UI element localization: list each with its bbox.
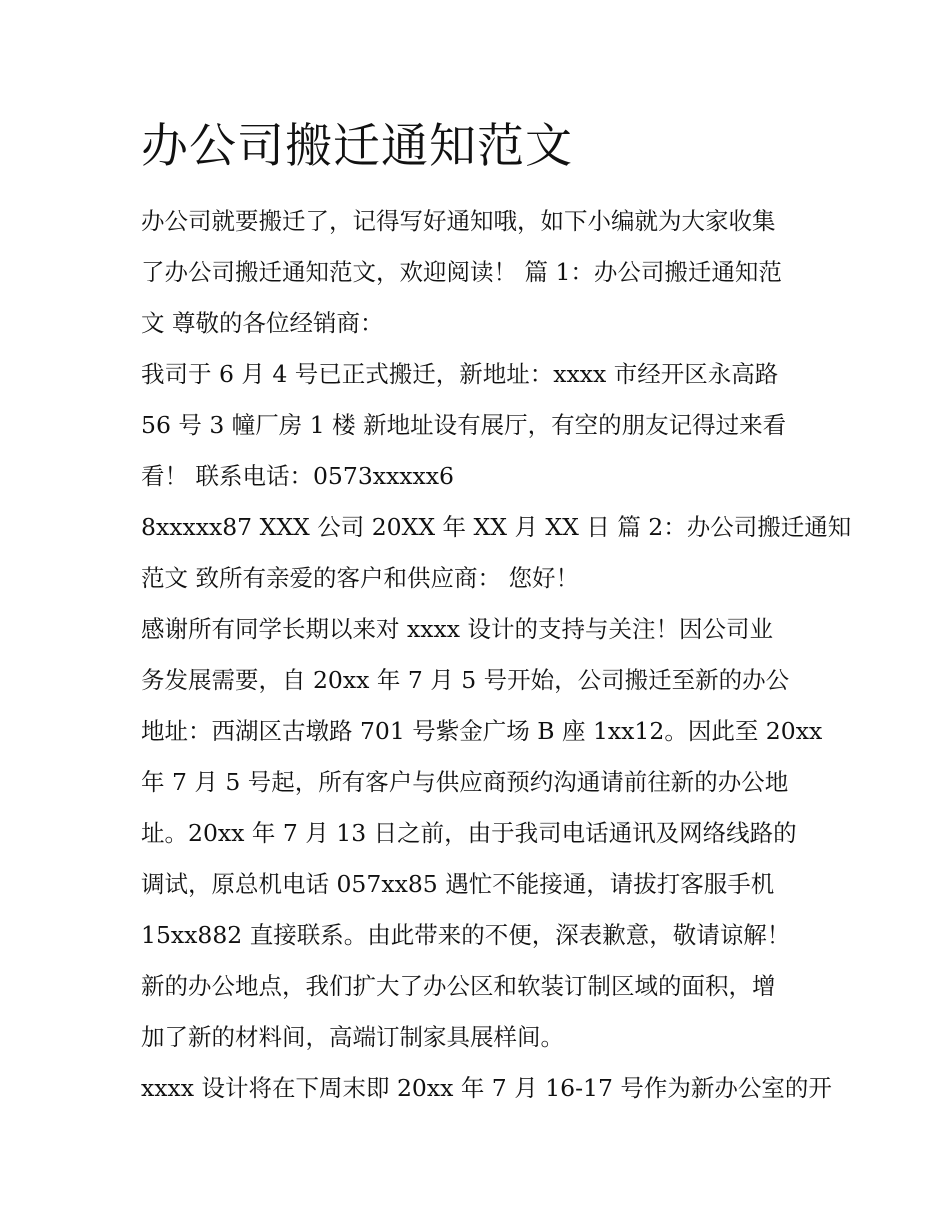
body-line: 加了新的材料间，高端订制家具展样间。 — [141, 1023, 564, 1051]
body-line: xxxx 设计将在下周末即 20xx 年 7 月 16-17 号作为新办公室的开 — [141, 1074, 832, 1102]
body-line: 年 7 月 5 号起，所有客户与供应商预约沟通请前往新的办公地 — [141, 768, 789, 796]
body-line: 56 号 3 幢厂房 1 楼 新地址设有展厅，有空的朋友记得过来看 — [141, 411, 787, 439]
body-line: 我司于 6 月 4 号已正式搬迁，新地址：xxxx 市经开区永高路 — [141, 360, 779, 388]
body-line: 务发展需要，自 20xx 年 7 月 5 号开始，公司搬迁至新的办公 — [141, 666, 790, 694]
body-line: 感谢所有同学长期以来对 xxxx 设计的支持与关注！因公司业 — [141, 615, 773, 643]
body-line: 了办公司搬迁通知范文，欢迎阅读！ 篇 1：办公司搬迁通知范 — [141, 258, 782, 286]
body-line: 办公司就要搬迁了，记得写好通知哦，如下小编就为大家收集 — [141, 207, 776, 235]
body-line: 地址：西湖区古墩路 701 号紫金广场 B 座 1xx12。因此至 20xx — [141, 717, 823, 745]
body-line: 15xx882 直接联系。由此带来的不便，深表歉意，敬请谅解！ — [141, 921, 791, 949]
body-line: 范文 致所有亲爱的客户和供应商： 您好！ — [141, 564, 579, 592]
body-line: 文 尊敬的各位经销商： — [141, 309, 384, 337]
document-body — [141, 196, 852, 1114]
body-line: 看！ 联系电话：0573xxxxx6 — [141, 462, 454, 490]
body-line: 调试，原总机电话 057xx85 遇忙不能接通，请拔打客服手机 — [141, 870, 775, 898]
document-title: 办公司搬迁通知范文 — [141, 119, 573, 174]
body-line: 8xxxxx87 XXX 公司 20XX 年 XX 月 XX 日 篇 2：办公司搬迁通知 — [141, 513, 852, 541]
body-line: 址。20xx 年 7 月 13 日之前，由于我司电话通讯及网络线路的 — [141, 819, 797, 847]
body-line: 新的办公地点，我们扩大了办公区和软装订制区域的面积，增 — [141, 972, 776, 1000]
